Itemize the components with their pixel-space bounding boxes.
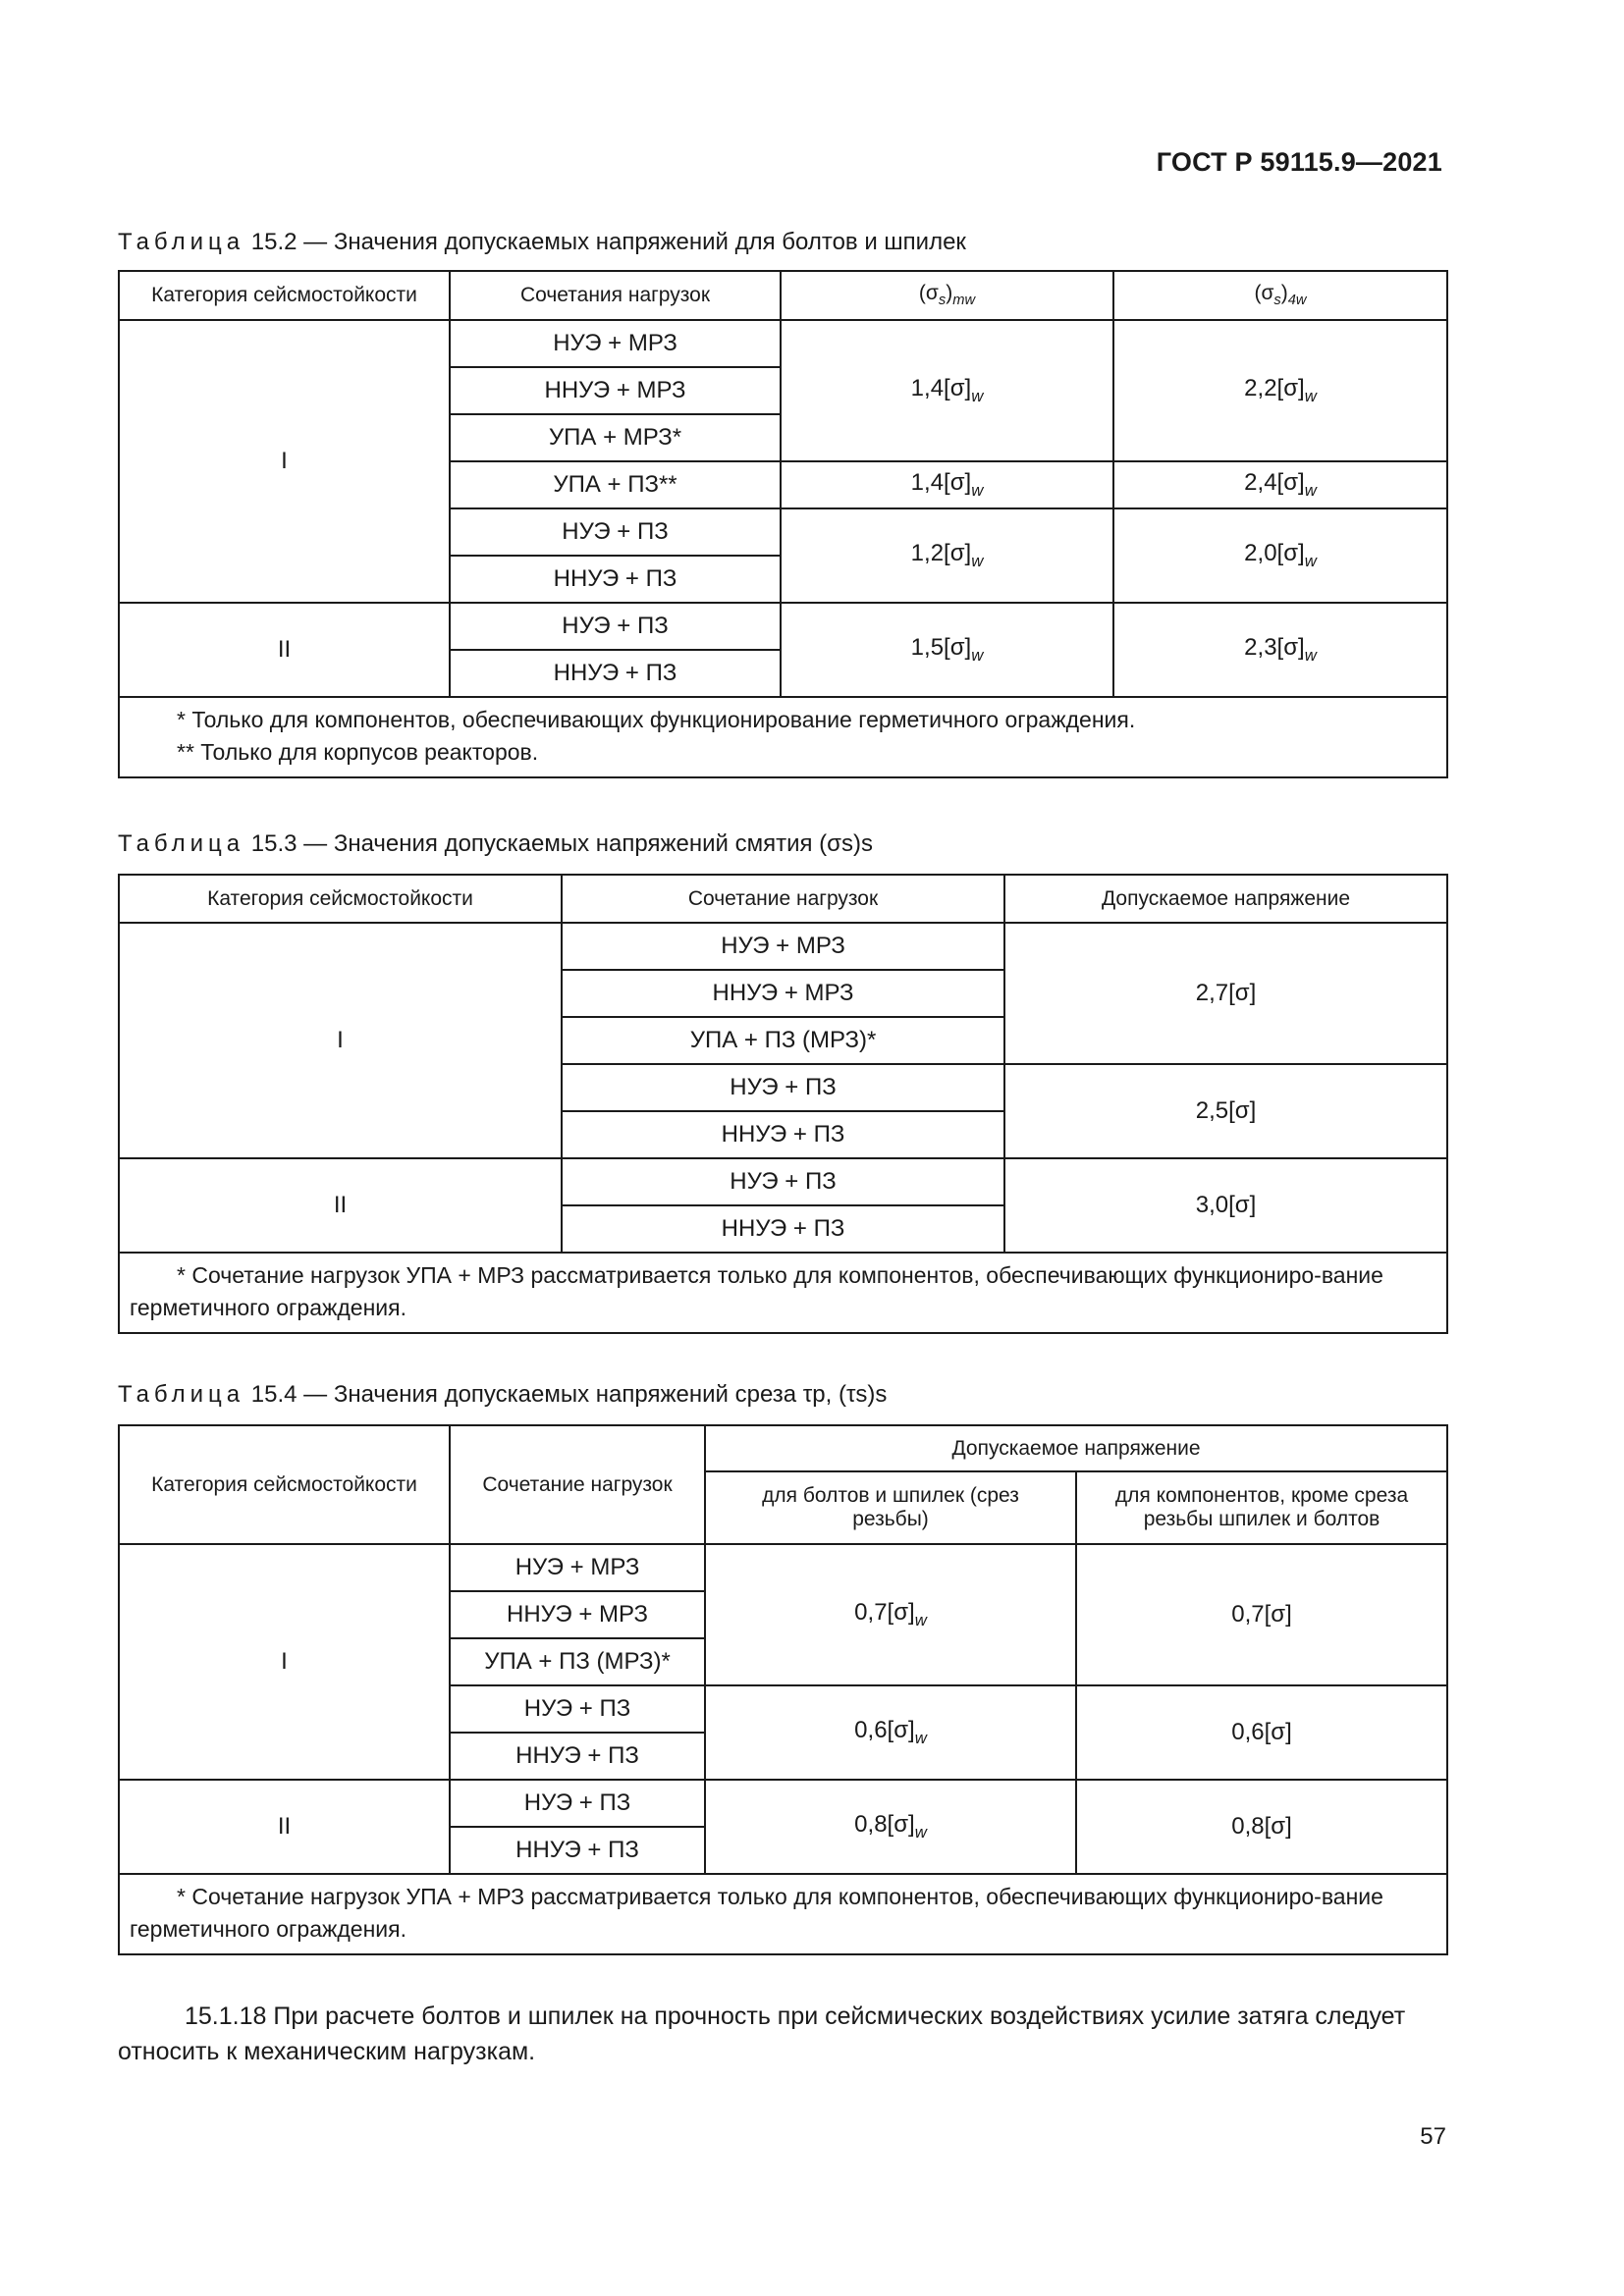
table-note — [119, 1874, 1447, 1954]
header-combo: Сочетание нагрузок — [562, 875, 1004, 923]
value-cell: $1,5[\sigma]_w$ — [781, 603, 1113, 697]
value-cell: $0,8[\sigma]_w$ — [705, 1780, 1076, 1874]
table-15-3-caption — [118, 830, 873, 858]
header-category: Категория сейсмостойкости — [119, 875, 562, 923]
combo-cell: ННУЭ + МРЗ — [450, 1591, 705, 1638]
combo-cell: НУЭ + МРЗ — [562, 923, 1004, 970]
value-cell: $1,4[\sigma]_w$ — [781, 461, 1113, 508]
combo-cell: УПА + ПЗ (МРЗ)* — [562, 1017, 1004, 1064]
value-cell: $1,4[\sigma]_w$ — [781, 320, 1113, 461]
header-category: Категория сейсмостойкости — [119, 1425, 450, 1544]
header-combo: Сочетания нагрузок — [450, 271, 781, 320]
combo-cell: ННУЭ + ПЗ — [562, 1111, 1004, 1158]
value-cell: $2,0[\sigma]_w$ — [1113, 508, 1447, 603]
page-number: 57 — [1420, 2123, 1446, 2150]
caption-text: 15.3 — Значения допускаемых напряжений смятия (σs)s — [250, 830, 873, 857]
note-line: * Только для компонентов, обеспечивающих функционирование герметичного ограждения. — [177, 707, 1136, 732]
category-cell: II — [119, 1780, 450, 1874]
table-15-4-caption — [118, 1381, 887, 1409]
document-code: ГОСТ Р 59115.9—2021 — [1156, 147, 1442, 177]
table-note — [119, 1253, 1447, 1333]
value-cell: $2,2[\sigma]_w$ — [1113, 320, 1447, 461]
combo-cell: ННУЭ + МРЗ — [450, 367, 781, 414]
combo-cell: ННУЭ + ПЗ — [562, 1205, 1004, 1253]
table-note — [119, 697, 1447, 777]
combo-cell: ННУЭ + ПЗ — [450, 556, 781, 603]
header-components: для компонентов, кроме среза резьбы шпилек и болтов — [1076, 1471, 1447, 1544]
caption-word: Таблица — [118, 229, 245, 255]
category-cell: II — [119, 603, 450, 697]
caption-word: Таблица — [118, 1381, 245, 1408]
combo-cell: ННУЭ + ПЗ — [450, 650, 781, 697]
value-cell: 0,6[σ] — [1076, 1685, 1447, 1780]
combo-cell: НУЭ + ПЗ — [450, 603, 781, 650]
table-15-2 — [118, 270, 1448, 778]
table-15-2-caption — [118, 229, 966, 256]
combo-cell: НУЭ + МРЗ — [450, 1544, 705, 1591]
value-cell: 2,7[σ] — [1004, 923, 1447, 1064]
combo-cell: НУЭ + ПЗ — [450, 1685, 705, 1733]
header-bolts: для болтов и шпилек (срез резьбы) — [705, 1471, 1076, 1544]
category-cell: I — [119, 1544, 450, 1780]
value-cell: 0,7[σ] — [1076, 1544, 1447, 1685]
header-combo: Сочетание нагрузок — [450, 1425, 705, 1544]
combo-cell: УПА + ПЗ (МРЗ)* — [450, 1638, 705, 1685]
paragraph-text: 15.1.18 При расчете болтов и шпилек на прочность при сейсмических воздействиях усилие затяга следует относить к механическим нагрузкам. — [118, 2002, 1406, 2065]
value-cell: $1,2[\sigma]_w$ — [781, 508, 1113, 603]
header-sigma-mw: $(\sigma_s)_{mw}$ — [781, 271, 1113, 320]
note-text: * Сочетание нагрузок УПА + МРЗ рассматривается только для компонентов, обеспечивающих функциониро-вание герметичного ограждения. — [130, 1884, 1383, 1942]
combo-cell: ННУЭ + МРЗ — [562, 970, 1004, 1017]
header-sigma-4w: $(\sigma_s)_{4w}$ — [1113, 271, 1447, 320]
value-cell: 2,5[σ] — [1004, 1064, 1447, 1158]
combo-cell: УПА + ПЗ** — [450, 461, 781, 508]
caption-text: 15.4 — Значения допускаемых напряжений среза τp, (τs)s — [250, 1381, 888, 1408]
combo-cell: ННУЭ + ПЗ — [450, 1733, 705, 1780]
combo-cell: УПА + МРЗ* — [450, 414, 781, 461]
category-cell: I — [119, 923, 562, 1158]
header-allowed: Допускаемое напряжение — [705, 1425, 1447, 1471]
table-15-3 — [118, 874, 1448, 1334]
category-cell: II — [119, 1158, 562, 1253]
category-cell: I — [119, 320, 450, 603]
value-cell: 0,8[σ] — [1076, 1780, 1447, 1874]
body-paragraph — [118, 1999, 1446, 2069]
header-allowed: Допускаемое напряжение — [1004, 875, 1447, 923]
combo-cell: НУЭ + ПЗ — [562, 1158, 1004, 1205]
table-15-4 — [118, 1424, 1448, 1955]
combo-cell: ННУЭ + ПЗ — [450, 1827, 705, 1874]
value-cell: $0,7[\sigma]_w$ — [705, 1544, 1076, 1685]
note-text: * Сочетание нагрузок УПА + МРЗ рассматривается только для компонентов, обеспечивающих функциониро-вание герметичного ограждения. — [130, 1262, 1383, 1320]
combo-cell: НУЭ + ПЗ — [450, 508, 781, 556]
note-line: ** Только для корпусов реакторов. — [177, 739, 539, 765]
header-category: Категория сейсмостойкости — [119, 271, 450, 320]
caption-word: Таблица — [118, 830, 245, 857]
combo-cell: НУЭ + ПЗ — [450, 1780, 705, 1827]
caption-text: 15.2 — Значения допускаемых напряжений для болтов и шпилек — [250, 229, 966, 255]
value-cell: $2,4[\sigma]_w$ — [1113, 461, 1447, 508]
value-cell: $0,6[\sigma]_w$ — [705, 1685, 1076, 1780]
combo-cell: НУЭ + ПЗ — [562, 1064, 1004, 1111]
value-cell: 3,0[σ] — [1004, 1158, 1447, 1253]
value-cell: $2,3[\sigma]_w$ — [1113, 603, 1447, 697]
combo-cell: НУЭ + МРЗ — [450, 320, 781, 367]
